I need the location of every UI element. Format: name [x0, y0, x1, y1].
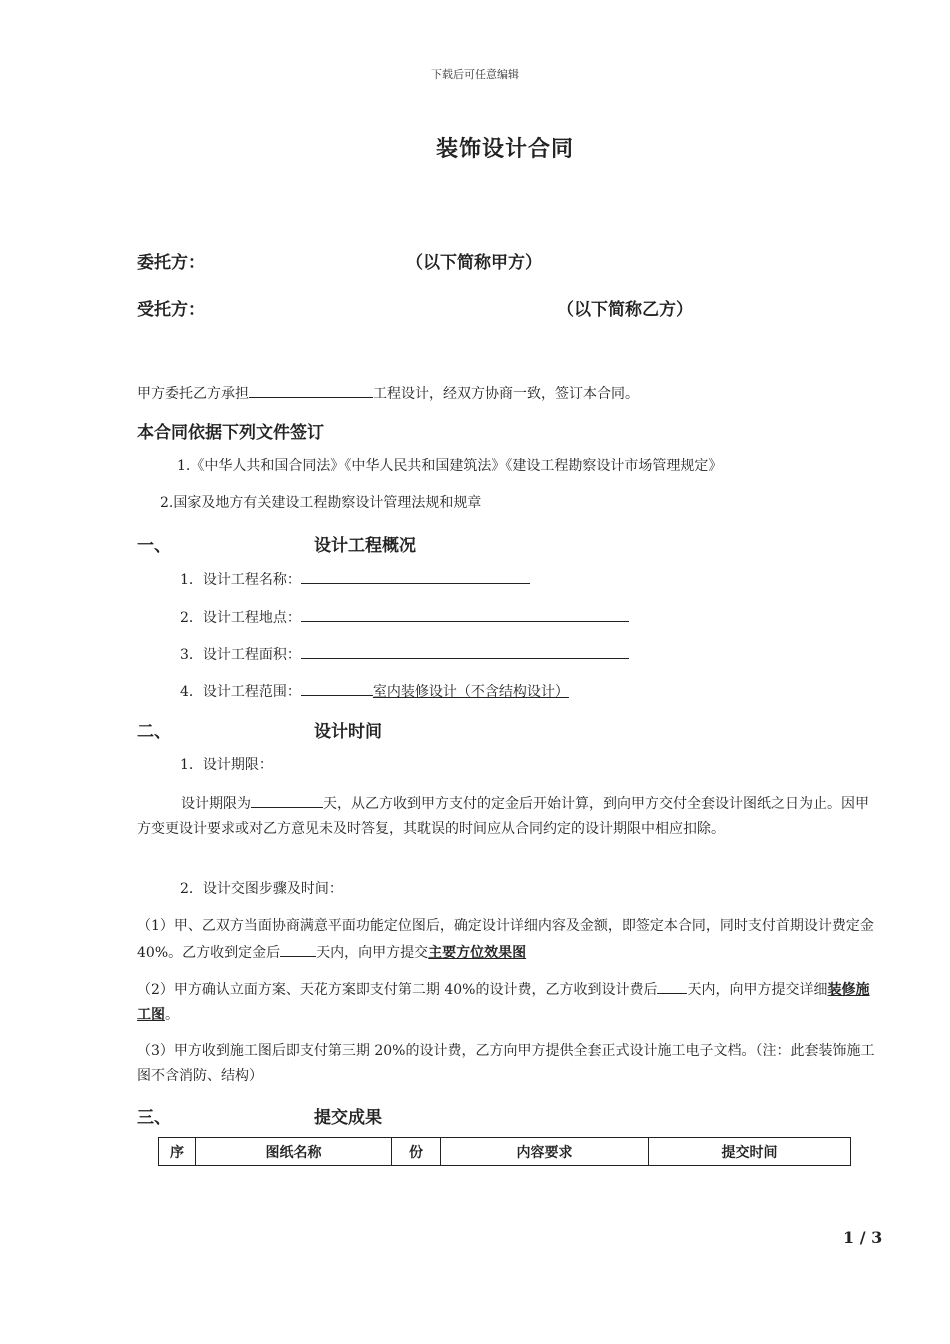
header-note: 下载后可任意编辑 [431, 68, 519, 81]
contractor-label: 受托方： [137, 300, 205, 320]
project-name-blank [301, 566, 530, 584]
header-copies: 份 [392, 1138, 441, 1166]
section-3-number: 三、 [137, 1108, 171, 1128]
project-scope-label: 4．设计工程范围： [180, 684, 301, 700]
step-3-paragraph: （3）甲方收到施工图后即支付第三期 20%的设计费，乙方向甲方提供全套正式设计施工电子文档。（注：此套装饰施工图不含消防、结构） [137, 1043, 875, 1084]
step-1-mid: 天内，向甲方提交 [316, 945, 429, 961]
intro-paragraph [137, 380, 639, 406]
design-period-label: 1．设计期限： [180, 757, 273, 773]
section-1-number: 一、 [137, 536, 171, 556]
step-2-end: 。 [165, 1007, 179, 1023]
page-number: 1 / 3 [843, 1228, 883, 1247]
project-name-line [180, 566, 530, 592]
project-blank [249, 380, 373, 398]
step-2-mid: 天内，向甲方提交详细 [687, 982, 828, 998]
delivery-steps-label: 2．设计交图步骤及时间： [180, 881, 343, 897]
period-days-blank [251, 790, 323, 808]
step-2-paragraph [137, 976, 877, 1028]
header-seq: 序 [159, 1138, 196, 1166]
basis-item-1: 1.《中华人共和国合同法》《中华人民共和国建筑法》《建设工程勘察设计市场管理规定》 [177, 458, 723, 474]
header-content-requirements: 内容要求 [441, 1138, 649, 1166]
section-3-title: 提交成果 [314, 1108, 382, 1128]
period-before: 设计期限为 [181, 796, 251, 812]
client-label: 委托方： [137, 253, 205, 273]
project-area-blank [301, 641, 629, 659]
step-2-days-blank [657, 976, 687, 994]
step-1-paragraph [137, 914, 877, 966]
project-location-line [180, 604, 629, 630]
document-title: 装饰设计合同 [435, 136, 574, 162]
period-after: 天，从乙方收到甲方支付的定金后开始计算，到向甲方交付全套设计图纸之日为止。因甲方变更设计要求或对乙方意见未及时答复，其耽误的时间应从合同约定的设计期限中相应扣除。 [137, 796, 869, 837]
step-2-deliverable: 装修施工图 [137, 982, 870, 1023]
section-2-title: 设计时间 [314, 722, 382, 742]
project-area-line [180, 641, 629, 667]
header-drawing-name: 图纸名称 [196, 1138, 392, 1166]
step-2-before: （2）甲方确认立面方案、天花方案即支付第二期 40%的设计费，乙方收到设计费后 [137, 982, 658, 998]
header-submit-time: 提交时间 [649, 1138, 851, 1166]
intro-before: 甲方委托乙方承担 [137, 386, 249, 402]
project-location-label: 2．设计工程地点： [180, 610, 301, 626]
project-scope-value: 室内装修设计（不含结构设计） [372, 684, 569, 700]
step-1-deliverable: 主要方位效果图 [428, 945, 527, 961]
basis-item-2: 2.国家及地方有关建设工程勘察设计管理法规和规章 [160, 495, 482, 511]
section-2-number: 二、 [137, 722, 171, 742]
basis-heading: 本合同依据下列文件签订 [137, 423, 324, 443]
intro-after: 工程设计，经双方协商一致，签订本合同。 [373, 386, 639, 402]
step-1-days-blank [280, 939, 316, 957]
deliverables-table [158, 1137, 851, 1166]
project-scope-pad [301, 678, 373, 696]
table-header-row [159, 1138, 851, 1166]
contractor-suffix: （以下简称乙方） [557, 300, 693, 320]
section-1-title: 设计工程概况 [314, 536, 416, 556]
project-scope-line [180, 678, 569, 704]
project-location-blank [301, 604, 629, 622]
design-period-paragraph [137, 790, 877, 842]
client-suffix: （以下简称甲方） [406, 253, 542, 273]
project-name-label: 1．设计工程名称： [180, 572, 301, 588]
project-area-label: 3．设计工程面积： [180, 647, 301, 663]
step-1-before: （1）甲、乙双方当面协商满意平面功能定位图后，确定设计详细内容及金额，即签定本合同，同时支付首期设计费定金 40%。乙方收到定金后 [137, 918, 874, 961]
